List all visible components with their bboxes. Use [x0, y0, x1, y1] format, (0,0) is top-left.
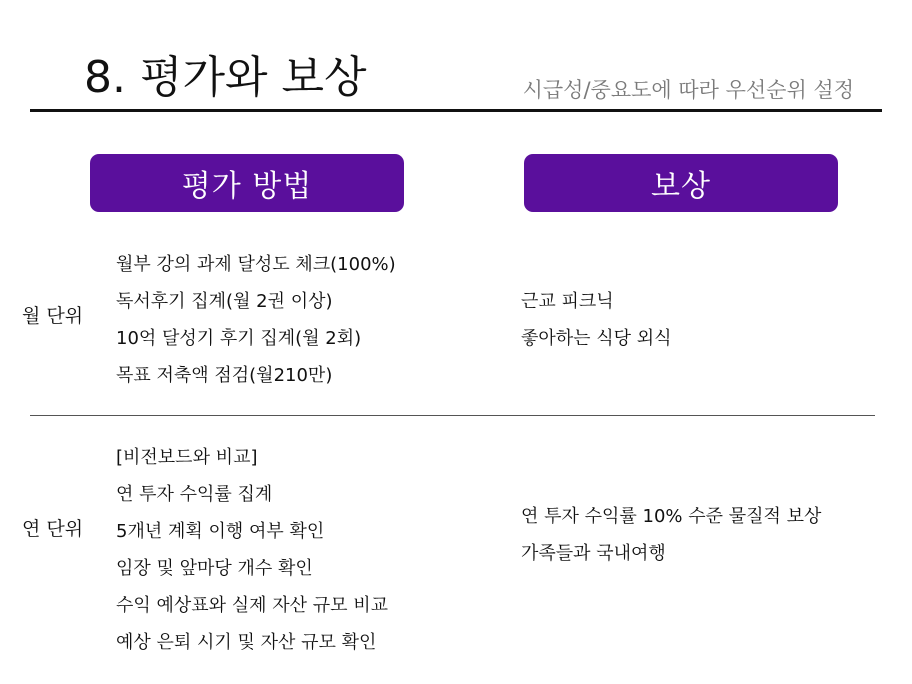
- row-divider: [30, 415, 875, 416]
- yearly-evaluation-list: [116, 439, 388, 661]
- list-item: 예상 은퇴 시기 및 자산 규모 확인: [116, 632, 377, 653]
- monthly-row-label: 월 단위: [22, 305, 84, 327]
- list-item: 가족들과 국내여행: [521, 543, 666, 564]
- list-item: 10억 달성기 후기 집계(월 2회): [116, 328, 362, 349]
- reward-header-label: 보상: [651, 169, 711, 204]
- monthly-reward-list: [521, 283, 672, 357]
- reward-header: [524, 154, 838, 212]
- list-item: 연 투자 수익률 집계: [116, 484, 273, 505]
- list-item: 독서후기 집계(월 2권 이상): [116, 291, 333, 312]
- page-subtitle: 시급성/중요도에 따라 우선순위 설정: [522, 78, 854, 102]
- list-item: 연 투자 수익률 10% 수준 물질적 보상: [521, 506, 822, 527]
- list-item: 목표 저축액 점검(월210만): [116, 365, 333, 386]
- list-item: 5개년 계획 이행 여부 확인: [116, 521, 325, 542]
- yearly-row-label: 연 단위: [22, 518, 84, 540]
- evaluation-header-label: 평가 방법: [181, 169, 313, 204]
- monthly-evaluation-list: [116, 246, 396, 394]
- evaluation-header: [90, 154, 404, 212]
- list-item: 수익 예상표와 실제 자산 규모 비교: [116, 595, 389, 616]
- title-underline: [30, 109, 882, 112]
- list-item: 좋아하는 식당 외식: [521, 328, 672, 349]
- list-item: [비전보드와 비교]: [116, 447, 258, 468]
- list-item: 월부 강의 과제 달성도 체크(100%): [116, 254, 396, 275]
- yearly-reward-list: [521, 498, 821, 572]
- list-item: 임장 및 앞마당 개수 확인: [116, 558, 313, 579]
- page-title: 8. 평가와 보상: [84, 52, 367, 103]
- list-item: 근교 피크닉: [521, 291, 614, 312]
